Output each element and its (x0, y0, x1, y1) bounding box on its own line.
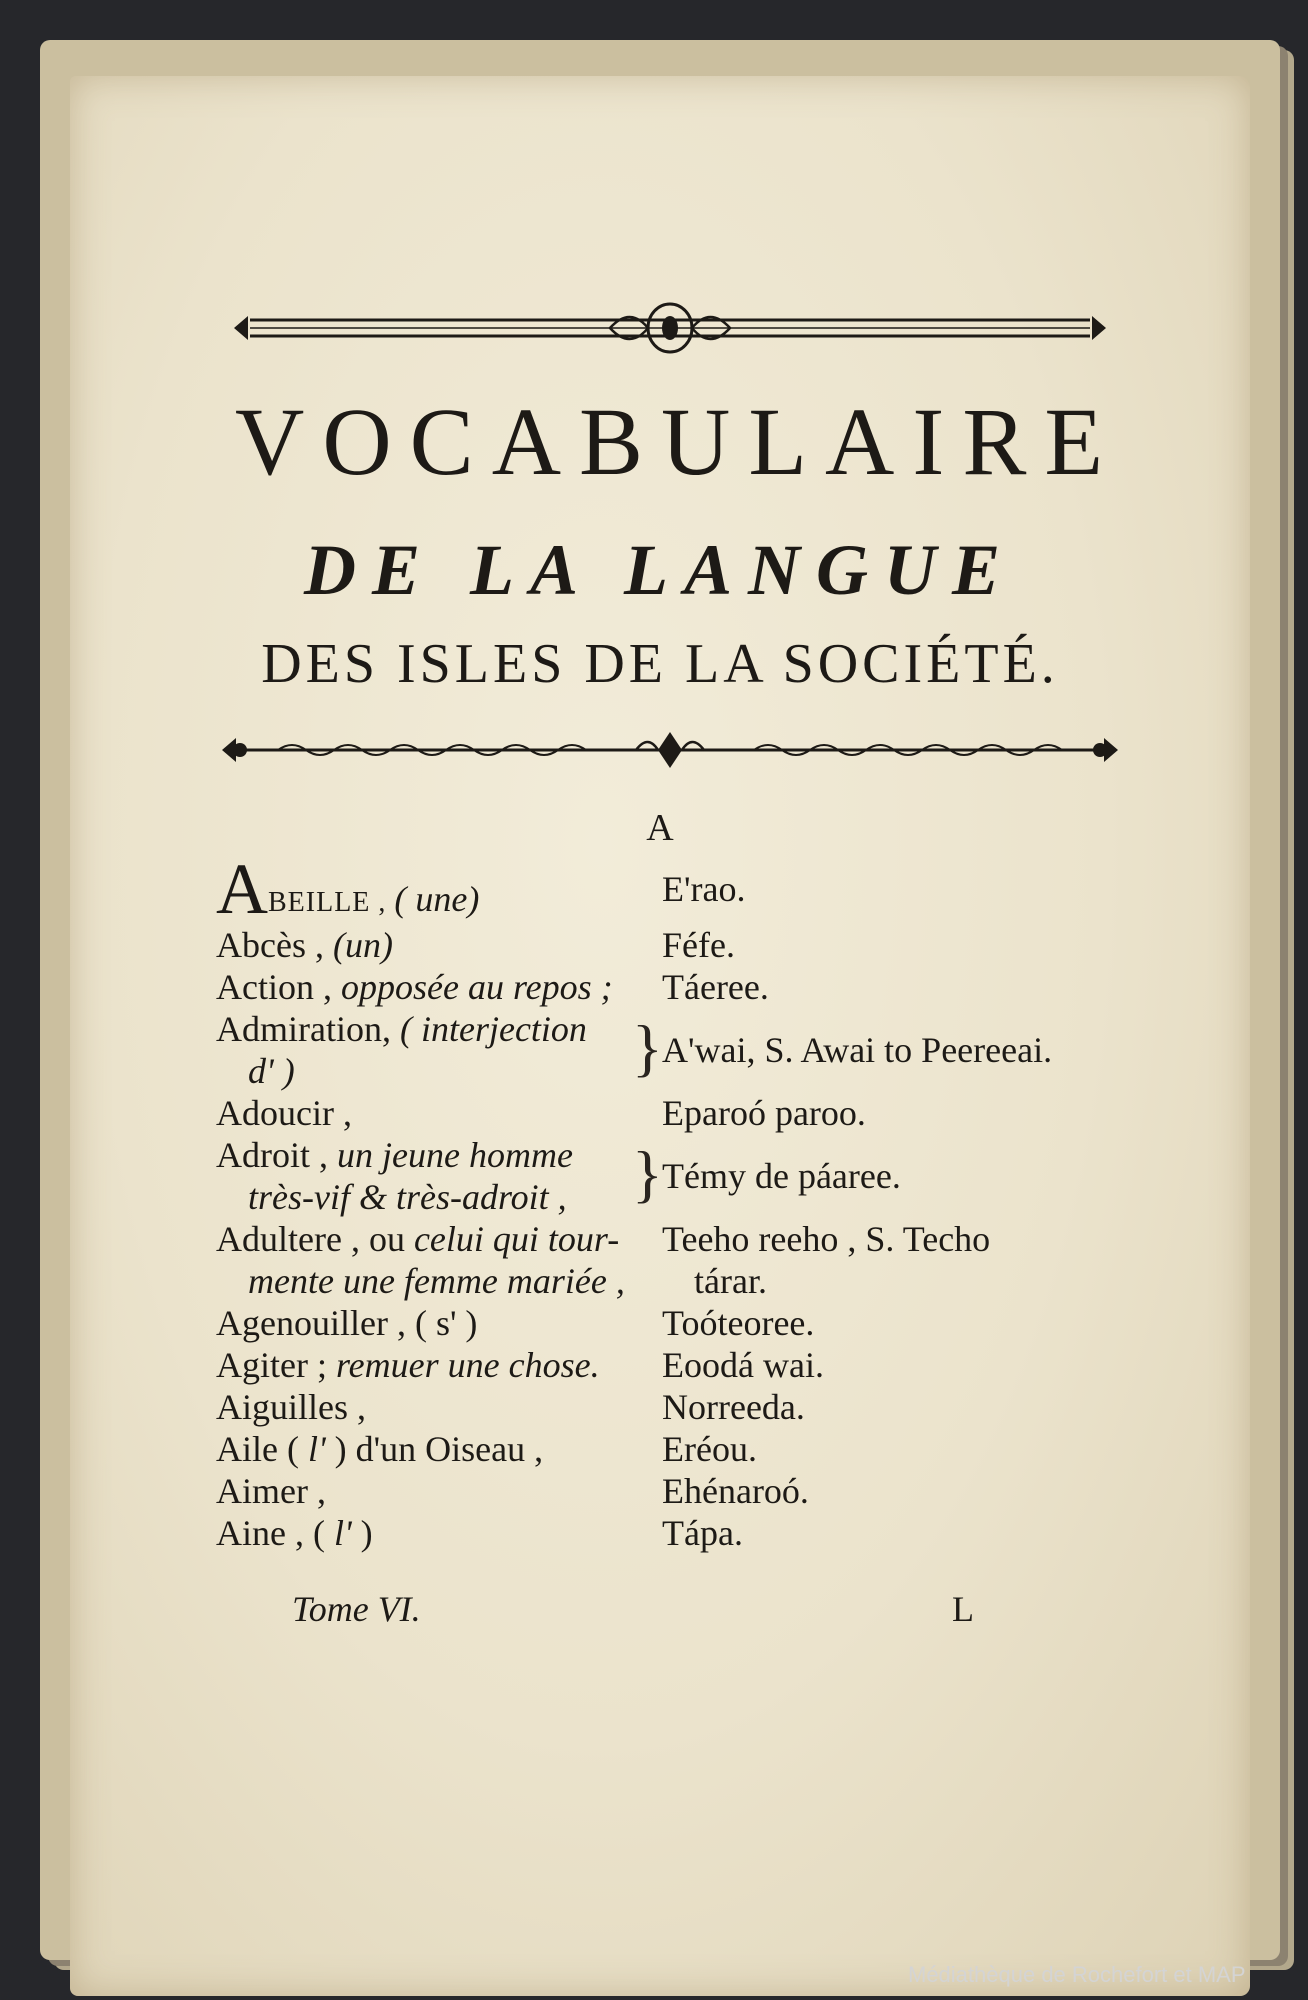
tahitian-term: Teeho reeho , S. Techo tárar. (662, 1219, 991, 1301)
drop-cap: A (216, 849, 268, 929)
french-term: Agiter ; remuer une chose. (216, 1345, 600, 1385)
section-letter: A (646, 807, 674, 849)
list-item (216, 1386, 1156, 1428)
list-item (216, 1512, 1156, 1554)
title-line-2: DE LA LANGUE (303, 530, 1017, 610)
tahitian-term: Eoodá wai. (662, 1345, 824, 1385)
french-term: Aile ( l' ) d'un Oiseau , (216, 1429, 544, 1469)
french-term: ABEILLE , ( une) (216, 849, 480, 929)
tahitian-term: Eparoó paroo. (662, 1093, 866, 1133)
tahitian-term: Táeree. (662, 967, 769, 1007)
tahitian-term: A'wai, S. Awai to Peereeai. (662, 1030, 1053, 1070)
french-term: Adultere , ou celui qui tour- mente une femme mariée , (216, 1219, 625, 1301)
list-item (216, 1218, 1156, 1302)
french-term: Admiration, ( interjection d' ) (216, 1009, 587, 1091)
list-item (216, 1134, 1156, 1218)
list-item (216, 1344, 1156, 1386)
ornamental-rule-middle (218, 726, 1122, 774)
french-term: Aimer , (216, 1471, 326, 1511)
tahitian-term: Tápa. (662, 1513, 743, 1553)
french-term: Adoucir , (216, 1093, 352, 1133)
french-term: Abcès , (un) (216, 925, 393, 965)
list-item (216, 924, 1156, 966)
tahitian-term: Toóteoree. (662, 1303, 815, 1343)
tahitian-term: E'rao. (662, 869, 746, 909)
page-stack (40, 40, 1280, 1960)
french-term: Aine , ( l' ) (216, 1513, 373, 1553)
french-term: Aiguilles , (216, 1387, 366, 1427)
ornamental-rule-top (230, 298, 1110, 358)
list-item (216, 1470, 1156, 1512)
list-item (216, 849, 1156, 929)
brace: } (632, 1138, 663, 1209)
vocabulary-list (216, 849, 1156, 1554)
volume-label: Tome VI. (292, 1589, 421, 1629)
list-item (216, 1302, 1156, 1344)
tahitian-term: Ehénaroó. (662, 1471, 809, 1511)
book-page (70, 76, 1250, 1996)
tahitian-term: Témy de páaree. (662, 1156, 901, 1196)
image-credit: Médiathèque de Rochefort et MAP (908, 1962, 1246, 1987)
french-term: Action , opposée au repos ; (216, 967, 613, 1007)
list-item (216, 966, 1156, 1008)
list-item (216, 1428, 1156, 1470)
signature-mark: L (952, 1589, 974, 1629)
list-item (216, 1092, 1156, 1134)
title-line-3: DES ISLES DE LA SOCIÉTÉ. (261, 633, 1059, 695)
tahitian-term: Eréou. (662, 1429, 757, 1469)
tahitian-term: Féfe. (662, 925, 735, 965)
brace: } (632, 1012, 663, 1083)
title-line-1: VOCABULAIRE (235, 388, 1121, 495)
list-item (216, 1008, 1156, 1092)
french-term: Agenouiller , ( s' ) (216, 1303, 478, 1343)
french-term: Adroit , un jeune homme très-vif & très-adroit , (216, 1135, 573, 1217)
tahitian-term: Norreeda. (662, 1387, 805, 1427)
